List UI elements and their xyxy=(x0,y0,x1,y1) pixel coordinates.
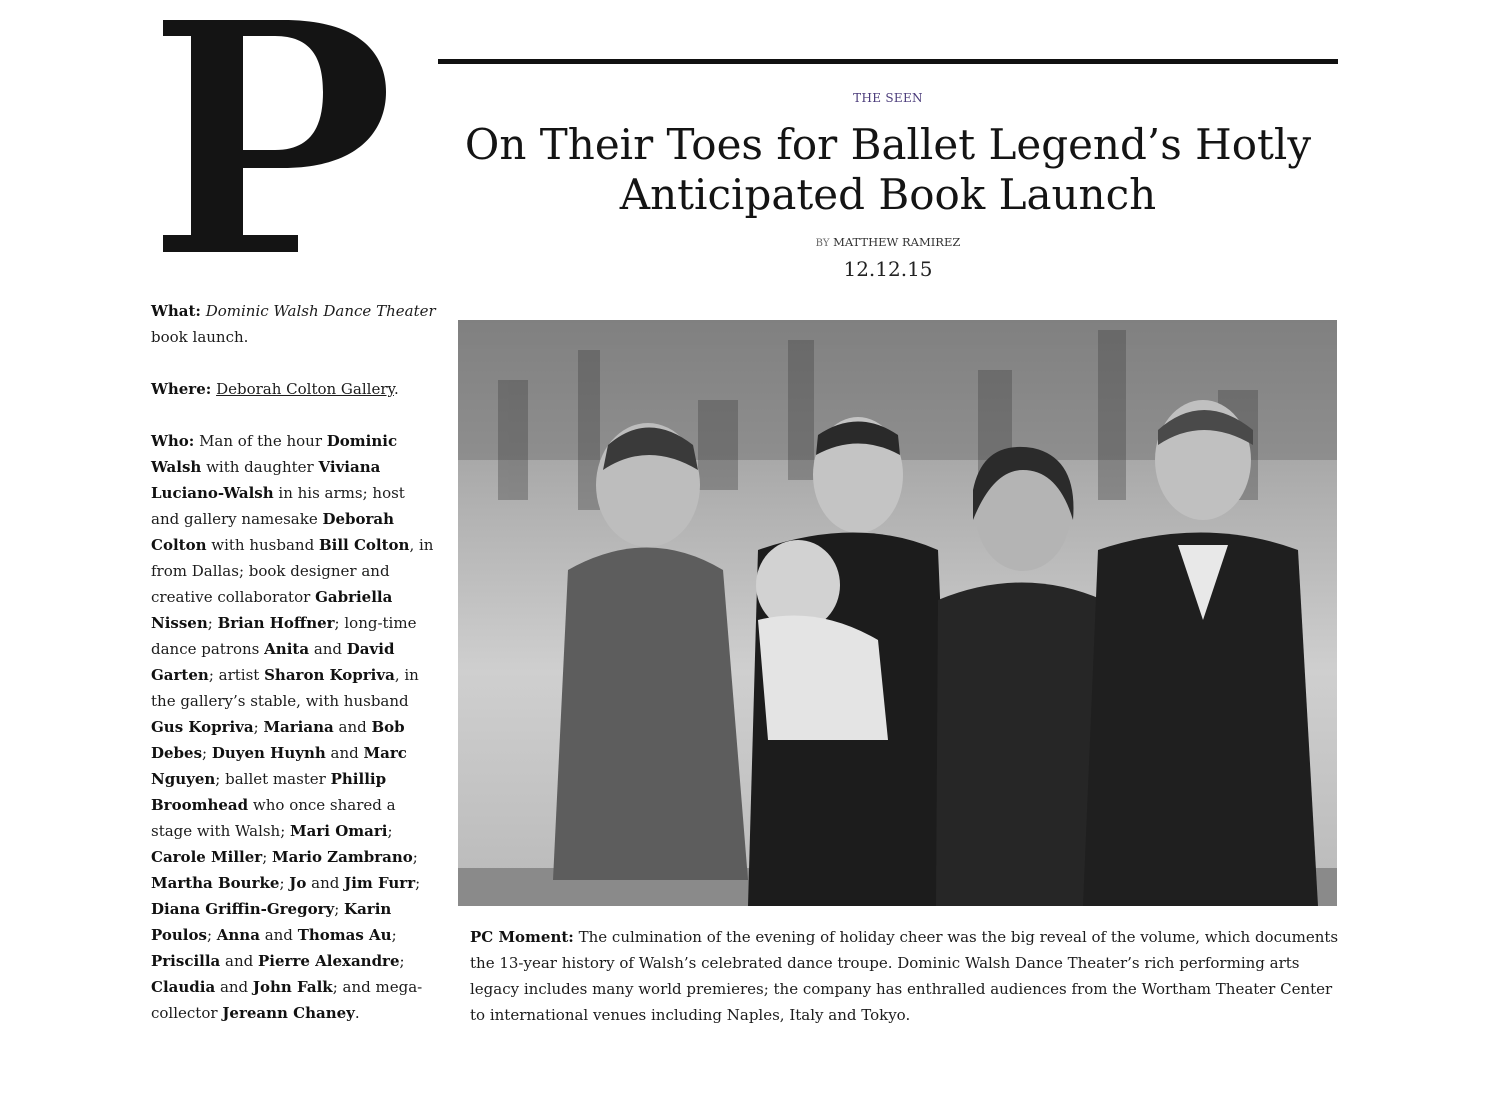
author-name[interactable]: MATTHEW RAMIREZ xyxy=(833,235,961,249)
guest-name: Dominic Walsh xyxy=(151,432,398,476)
headline-line-2: Anticipated Book Launch xyxy=(619,170,1157,219)
guest-name: John Falk xyxy=(252,978,333,996)
guest-name: Deborah Colton xyxy=(151,510,395,554)
guest-name: Phillip Broomhead xyxy=(151,770,387,814)
section-label[interactable]: THE SEEN xyxy=(853,91,923,105)
article-headline xyxy=(438,120,1338,220)
who-text: with husband xyxy=(206,536,319,554)
guest-name: Sharon Kopriva xyxy=(264,666,395,684)
who-text: ; xyxy=(334,900,345,918)
byline-prefix: BY xyxy=(815,238,830,249)
who-text: ; xyxy=(412,848,418,866)
where-label: Where: xyxy=(151,380,212,398)
event-details xyxy=(151,298,436,1052)
guest-name: Bill Colton xyxy=(318,536,410,554)
who-paragraph xyxy=(151,428,436,1026)
who-text: and xyxy=(215,978,253,996)
who-text: who once shared a stage with Walsh; xyxy=(151,796,396,840)
guest-name: Jim Furr xyxy=(344,874,416,892)
who-label: Who: xyxy=(151,432,195,450)
who-text: ; xyxy=(415,874,421,892)
guest-name: Diana Griffin-Gregory xyxy=(151,900,335,918)
guest-name: Martha Bourke xyxy=(151,874,280,892)
guest-name: Bob Debes xyxy=(151,718,405,762)
who-text: ; long-time dance patrons xyxy=(151,614,417,658)
byline xyxy=(438,235,1338,249)
where-paragraph xyxy=(151,376,436,402)
guest-name: Gus Kopriva xyxy=(151,718,254,736)
who-text: ; xyxy=(391,926,397,944)
what-paragraph xyxy=(151,298,436,350)
who-text: . xyxy=(354,1004,360,1022)
who-text: ; xyxy=(206,926,217,944)
guest-name: Anita xyxy=(264,640,310,658)
who-text: ; artist xyxy=(208,666,265,684)
guest-name: Carole Miller xyxy=(151,848,263,866)
who-text: ; ballet master xyxy=(215,770,331,788)
who-text: ; xyxy=(399,952,405,970)
guest-name: Marc Nguyen xyxy=(151,744,407,788)
what-rest: book launch. xyxy=(151,328,249,346)
publication-logo[interactable] xyxy=(163,20,398,252)
who-text: in his arms; host and gallery namesake xyxy=(151,484,405,528)
who-text: Man of the hour xyxy=(194,432,327,450)
who-text: and xyxy=(220,952,259,970)
guest-name: Viviana Luciano-Walsh xyxy=(151,458,381,502)
guest-name: Claudia xyxy=(151,978,216,996)
guest-name: David Garten xyxy=(151,640,395,684)
guest-name: Mario Zambrano xyxy=(272,848,413,866)
caption-text: The culmination of the evening of holiday cheer was the big reveal of the volume, which documents the 13-year history of Walsh’s celebrated dance troupe. Dominic Walsh Dance Theater’s rich performing arts legacy includes many world premieres; the company has enthralled audiences from the Wortham Theater Center to international venues including Naples, Italy and Tokyo. xyxy=(470,928,1339,1024)
guest-name: Jo xyxy=(289,874,307,892)
where-end: . xyxy=(393,380,399,398)
who-text: and xyxy=(333,718,372,736)
headline-line-1: On Their Toes for Ballet Legend’s Hotly xyxy=(464,120,1312,169)
guest-name: Karin Poulos xyxy=(151,900,392,944)
who-text: ; xyxy=(387,822,393,840)
publish-date: 12.12.15 xyxy=(843,257,933,281)
who-text: ; xyxy=(207,614,218,632)
who-text: , in the gallery’s stable, with husband xyxy=(151,666,419,710)
who-text: ; xyxy=(262,848,273,866)
who-text: ; xyxy=(253,718,264,736)
who-text: , in from Dallas; book designer and creative collaborator xyxy=(151,536,434,606)
what-title: Dominic Walsh Dance Theater xyxy=(205,302,436,320)
guest-name: Mari Omari xyxy=(290,822,388,840)
guest-name: Anna xyxy=(216,926,260,944)
who-text: and xyxy=(325,744,364,762)
guest-name: Thomas Au xyxy=(297,926,392,944)
caption-label: PC Moment: xyxy=(470,928,574,946)
guest-name: Brian Hoffner xyxy=(217,614,335,632)
who-text: and xyxy=(309,640,347,658)
guest-name: Duyen Huynh xyxy=(211,744,326,762)
who-text: ; xyxy=(279,874,290,892)
photo-caption xyxy=(470,924,1340,1028)
who-text: and xyxy=(259,926,298,944)
guest-name: Mariana xyxy=(263,718,334,736)
gallery-link[interactable]: Deborah Colton Gallery xyxy=(216,380,394,398)
what-label: What: xyxy=(151,302,201,320)
top-rule xyxy=(438,59,1338,64)
who-text: ; and mega-collector xyxy=(151,978,423,1022)
guest-name: Pierre Alexandre xyxy=(258,952,400,970)
who-text: ; xyxy=(202,744,212,762)
guest-name: Priscilla xyxy=(151,952,221,970)
guest-name: Gabriella Nissen xyxy=(151,588,393,632)
who-text: with daughter xyxy=(201,458,319,476)
event-photo xyxy=(458,320,1337,906)
guest-name: Jereann Chaney xyxy=(222,1004,355,1022)
who-text: and xyxy=(306,874,345,892)
